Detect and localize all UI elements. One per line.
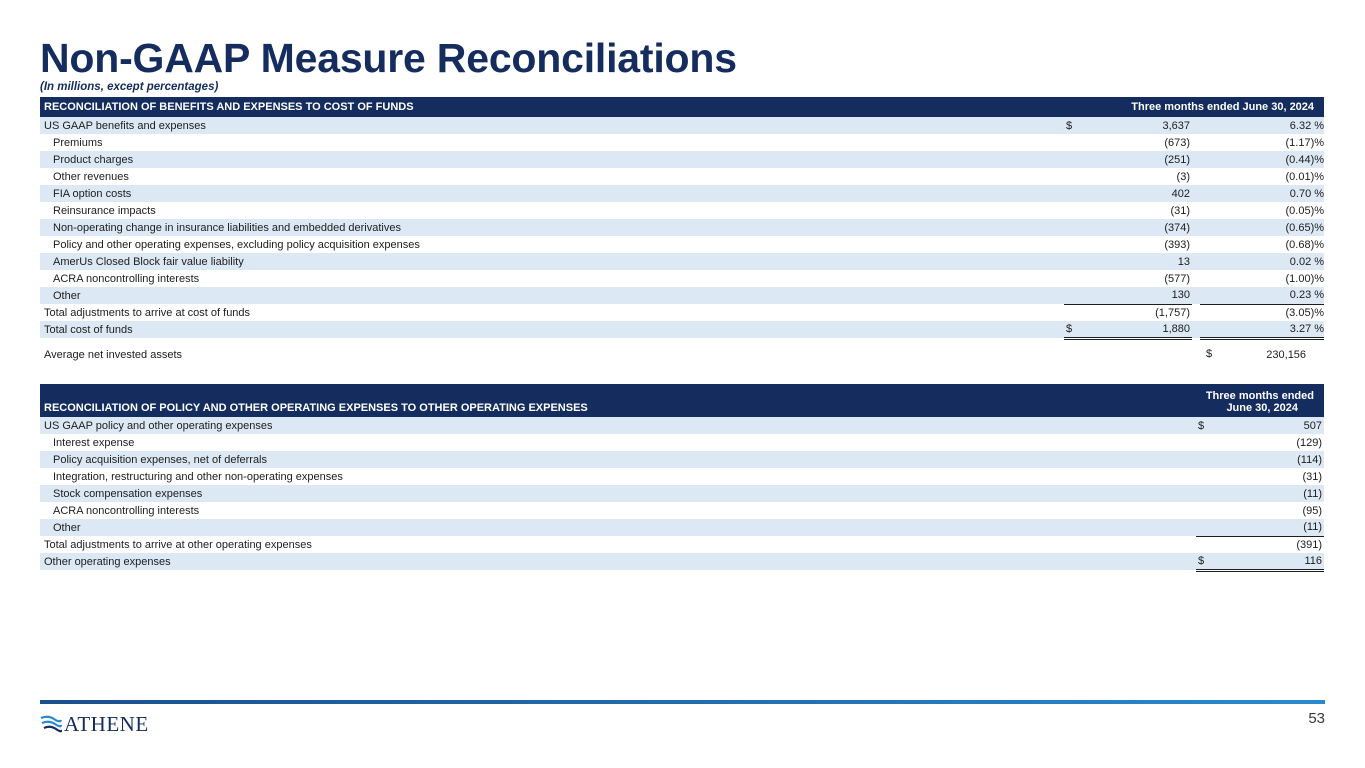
table-row <box>40 451 1324 468</box>
average-row <box>40 346 1324 363</box>
table-row <box>40 287 1324 304</box>
percent-value: 6.32 % <box>1200 117 1324 134</box>
row-label: ACRA noncontrolling interests <box>53 504 200 517</box>
table-row <box>40 168 1324 185</box>
table-row <box>40 185 1324 202</box>
percent-value: (3.05)% <box>1285 306 1325 319</box>
total-row <box>40 553 1324 570</box>
cost-of-funds-table <box>40 97 1324 363</box>
row-label: Other operating expenses <box>40 553 1196 570</box>
page-subtitle: (In millions, except percentages) <box>40 81 219 93</box>
amount-value: (114) <box>1236 451 1324 468</box>
amount-value: 402 <box>1124 185 1192 202</box>
row-label: Integration, restructuring and other non-operating expenses <box>53 470 343 483</box>
row-label: Total adjustments to arrive at other operating expenses <box>44 538 312 551</box>
row-label: Reinsurance impacts <box>53 204 156 217</box>
amount-value: (577) <box>1164 272 1190 285</box>
amount-value: (129) <box>1296 436 1322 449</box>
logo-text: ATHENE <box>64 711 149 736</box>
table-header <box>40 97 1324 117</box>
percent-value: (0.68)% <box>1285 238 1325 251</box>
table-row <box>40 434 1324 451</box>
operating-expenses-table <box>40 384 1324 572</box>
period-header: Three months ended June 30, 2024 <box>1196 384 1324 417</box>
amount-value: (393) <box>1164 238 1190 251</box>
footer-divider <box>40 700 1325 704</box>
table-row <box>40 485 1324 502</box>
currency-symbol: $ <box>1064 321 1124 338</box>
amount-value: (11) <box>1236 519 1324 536</box>
currency-symbol: $ <box>1196 553 1236 570</box>
athene-logo <box>40 712 149 736</box>
table-row <box>40 417 1324 434</box>
wave-logo-icon <box>40 714 62 734</box>
percent-value: 0.23 % <box>1200 287 1324 304</box>
page-number: 53 <box>1308 710 1325 727</box>
table-row <box>40 253 1324 270</box>
amount-value: (673) <box>1164 136 1190 149</box>
table-row <box>40 468 1324 485</box>
table-title: RECONCILIATION OF BENEFITS AND EXPENSES TO COST OF FUNDS <box>40 97 1064 117</box>
amount-value: (3) <box>1176 170 1190 183</box>
row-label: Interest expense <box>53 436 135 449</box>
row-label: Product charges <box>40 151 1064 168</box>
amount-value: (1,757) <box>1155 306 1190 319</box>
table-row <box>40 304 1324 321</box>
row-label: FIA option costs <box>40 185 1064 202</box>
row-label: Other <box>40 287 1064 304</box>
percent-value: (1.00)% <box>1285 272 1325 285</box>
amount-value: (391) <box>1296 538 1322 551</box>
table-row <box>40 151 1324 168</box>
amount-value: (374) <box>1124 219 1192 236</box>
amount-value: (11) <box>1236 485 1324 502</box>
period-header: Three months ended June 30, 2024 <box>1064 97 1324 117</box>
percent-value: (0.44)% <box>1200 151 1324 168</box>
amount-value: (31) <box>1170 204 1190 217</box>
percent-value: (1.17)% <box>1285 136 1325 149</box>
row-label: US GAAP policy and other operating expenses <box>40 417 1196 434</box>
currency-symbol: $ <box>1064 117 1124 134</box>
row-label: ACRA noncontrolling interests <box>53 272 200 285</box>
row-label: Other revenues <box>53 170 129 183</box>
amount-value: 116 <box>1236 553 1324 570</box>
table-header <box>40 384 1324 417</box>
table-row <box>40 536 1324 553</box>
currency-symbol: $ <box>1206 348 1213 360</box>
amount-value: (95) <box>1302 504 1322 517</box>
row-label: Policy acquisition expenses, net of deferrals <box>40 451 1196 468</box>
amount-value: 507 <box>1236 417 1324 434</box>
row-label: Stock compensation expenses <box>40 485 1196 502</box>
table-row <box>40 270 1324 287</box>
row-label: Total cost of funds <box>40 321 1064 338</box>
percent-value: (0.65)% <box>1200 219 1324 236</box>
row-label: Non-operating change in insurance liabilities and embedded derivatives <box>40 219 1064 236</box>
row-label: US GAAP benefits and expenses <box>40 117 1064 134</box>
amount-value: 13 <box>1124 253 1192 270</box>
percent-value: (0.05)% <box>1285 204 1325 217</box>
table-row <box>40 134 1324 151</box>
table-row <box>40 219 1324 236</box>
row-label: AmerUs Closed Block fair value liability <box>40 253 1064 270</box>
percent-value: 0.70 % <box>1200 185 1324 202</box>
percent-value: (0.01)% <box>1285 170 1325 183</box>
amount-value: 130 <box>1124 287 1192 304</box>
table-row <box>40 202 1324 219</box>
percent-value: 3.27 % <box>1200 321 1324 338</box>
row-label: Total adjustments to arrive at cost of funds <box>44 306 251 319</box>
row-label: Policy and other operating expenses, excluding policy acquisition expenses <box>53 238 420 251</box>
row-label: Other <box>40 519 1196 536</box>
table-row <box>40 117 1324 134</box>
percent-value: 0.02 % <box>1200 253 1324 270</box>
row-label: Premiums <box>53 136 103 149</box>
amount-value: 3,637 <box>1124 117 1192 134</box>
amount-value: (31) <box>1302 470 1322 483</box>
table-row <box>40 236 1324 253</box>
page-title: Non-GAAP Measure Reconciliations <box>40 35 737 81</box>
currency-symbol: $ <box>1196 417 1236 434</box>
row-label: Average net invested assets <box>40 346 1064 363</box>
amount-value: 1,880 <box>1124 321 1192 338</box>
amount-value: 230,156 <box>1266 348 1307 361</box>
table-row <box>40 502 1324 519</box>
total-row <box>40 321 1324 338</box>
amount-value: (251) <box>1124 151 1192 168</box>
table-title: RECONCILIATION OF POLICY AND OTHER OPERATING EXPENSES TO OTHER OPERATING EXPENSES <box>40 384 1196 417</box>
table-row <box>40 519 1324 536</box>
